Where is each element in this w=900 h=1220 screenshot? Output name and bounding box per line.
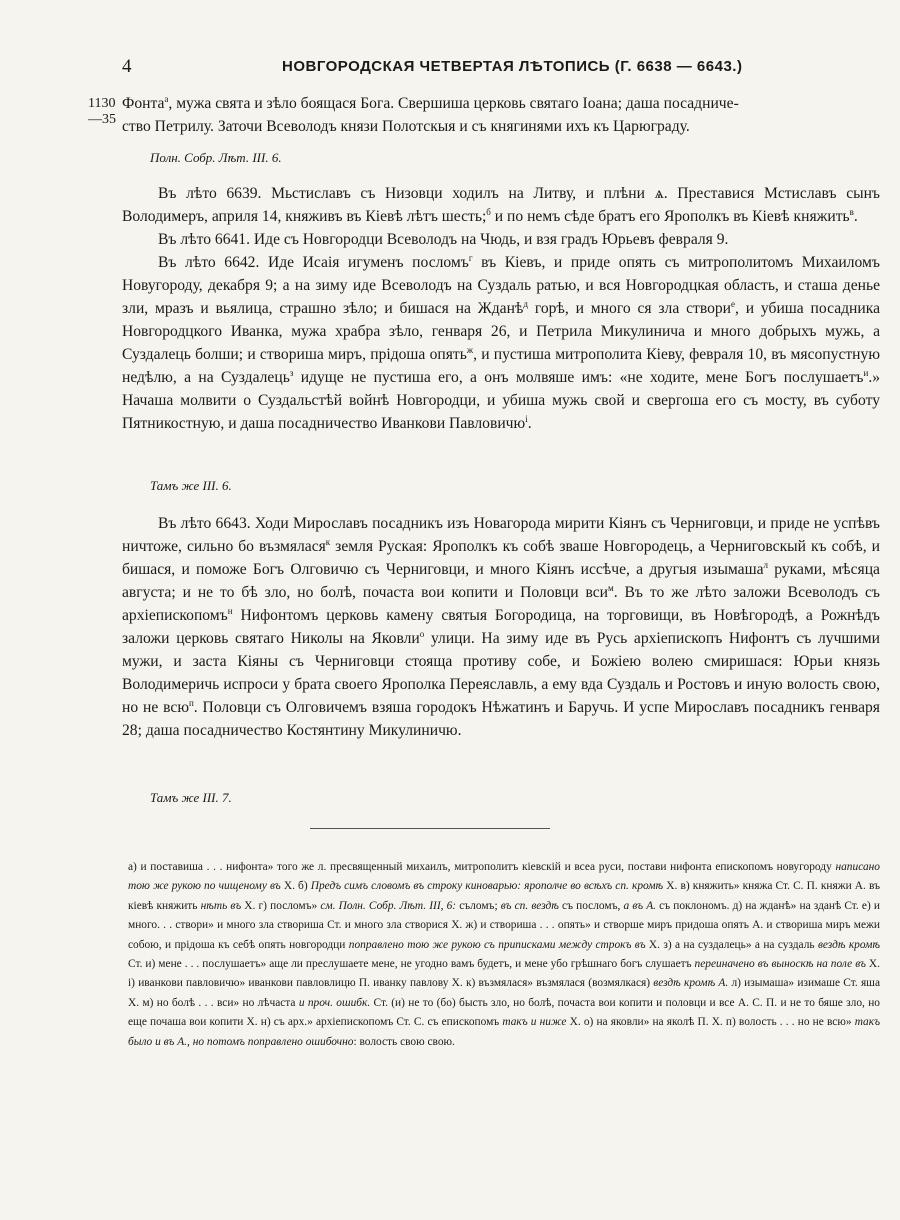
paragraph-text: Въ лѣто 6642. Иде Исаія игуменъ посломъ$^г$ въ Кіевъ, и приде опять съ митрополитомъ Михаиломъ Новугороду, декабря 9; а на зиму иде Всеволодъ на Суздаль ратью, и вся Новгородцкая область, и сташа денье зли, мразъ и вьялица, страшно зѣло; и бишася на Жданѣ$^д$ горѣ, и много ся зла створи$^е$, и убиша посадника Новгородцкого Иванка, мужа храбра зѣло, генваря 26, и Петрила Микулинича и много добрыхъ мужь, а Суздалець болши; и створиша миръ, прідоша опять$^ж$, и пустиша митрополита Кіеву, февраля 10, въ мясопустную недѣлю, а на Суздалець$^з$ идуще не пустиша его, а онъ молвяше имъ: «не ходите, мене Богъ послушаетъ$^и$.» Начаша молвити о Суздальстѣй войнѣ Новгородци, и убиша мужь свой и свергоша его съ мосту, въ суботу Пятникостную, и даша посадничество Иванкови Павловичю$^і$.: [122, 252, 881, 432]
footnotes: [128, 858, 880, 1052]
margin-year-range: —35: [88, 112, 116, 127]
paragraph-6639: [122, 182, 880, 435]
paragraph-6643: [122, 512, 880, 742]
paragraph-text: Въ лѣто 6639. Мьстиславъ съ Низовци ходилъ на Литву, и плѣни ѧ. Преставися Мстиславъ сынъ Володимеръ, априля 14, княживъ въ Кіевѣ лѣтъ шесть;$^б$ и по немъ сѣде братъ его Ярополкъ въ Кіевѣ княжить$^в$.: [122, 185, 880, 225]
source-reference: Тамъ же III. 7.: [150, 790, 232, 805]
margin-year-start: 1130: [88, 96, 116, 111]
page-number: 4: [122, 56, 132, 77]
paragraph-1130: [122, 92, 880, 138]
source-reference: Тамъ же III. 6.: [150, 478, 232, 493]
paragraph-text: Въ лѣто 6641. Иде съ Новгородци Всеволодъ на Чюдь, и взя градъ Юрьевъ февраля 9.: [158, 231, 729, 248]
running-title: НОВГОРОДСКАЯ ЧЕТВЕРТАЯ ЛѢТОПИСЬ (Г. 6638 — 6643.): [282, 58, 743, 75]
paragraph-line: Фонта$^а$, мужа свята и зѣло боящася Бога. Свершиша церковь святаго Іоана; даша посадниче-: [122, 93, 739, 112]
page-header: [90, 54, 790, 84]
footnotes-text: а) и поставиша . . . нифонта» того же л. пресвященный михаилъ, митрополитъ кіевскій и всеа руси, постави нифонта епископомъ новугороду написано тою же рукою по чищеному въ Х. б) Предъ симъ словомъ въ строку киноварью: ярополче во всѣхъ сп. кромѣ Х. в) княжить» княжа Ст. С. П. княжи А. въ кіевѣ княжить нѣть въ Х. г) посломъ» см. Полн. Собр. Лѣт. III, 6: съломъ; въ сп. вездѣ съ посломъ, а въ А. съ поклономъ. д) на жданѣ» на зданѣ Ст. е) и много. . . створи» и много зла створиша Ст. и много зла створися Х. ж) и створиша . . . опять» и створше миръ придоша опять А. и створиша миръ межи собою, и прідоша къ себѣ опять новгородци поправлено тою же рукою съ приписками между строкъ въ Х. з) а на суздалець» а на суздаль вездѣ кромѣ Ст. и) мене . . . послушаетъ» аще ли преслушаете мене, не угодно вамъ будетъ, и мене убо грѣшнаго богъ слушаетъ переиначено въ выноскѣ на поле въ Х. і) иванкови павловичю» иванкови павловлицю П. иванку павлову Х. к) възмялася» възмялася (возмялкася) вездѣ кромѣ А. л) изымаша» изимаше Ст. яша Х. м) но болѣ . . . вси» но лѣчаста и проч. ошибк. Ст. (и) не то (бо) бысть зло, но болѣ, почаста вои копити и половци и все А. С. П. и не то бяше зло, но еще почаша вои копити Х. н) съ арх.» архіепископомъ Ст. С. съ епископомъ такъ и ниже Х. о) на яковли» на яколѣ П. Х. п) волость . . . но не всю» такъ было и въ А., но потомъ поправлено ошибочно: волость свою свою.: [128, 861, 881, 1048]
paragraph-text: Въ лѣто 6643. Ходи Мирославъ посадникъ изъ Новагорода мирити Кіянъ съ Черниговци, и приде не успѣвъ ничтоже, сильно бо възмялася$^к$ земля Руская: Ярополкъ къ собѣ зваше Новгородець, а Черниговскый къ собѣ, и бишася, и поможе Богъ Олговичю съ Черниговци, и много Кіянъ иссѣче, а другыя изымаша$^л$ руками, мѣсяца августа; и не то бѣ зло, но болѣ, почаста вои копити и Половци вси$^м$. Въ то же лѣто заложи Всеволодъ съ архіепископомъ$^н$ Нифонтомъ церковь камену святыя Богородица, на торговищи, въ Новѣгородѣ, а Рожнѣдъ заложи церковь святаго Николы на Яковли$^о$ улици. На зиму иде въ Русь архіепископъ Нифонтъ съ лучшими мужи, и заста Кіяны съ Черниговци стояща противу собе, и Божіею волею смиришася: Юрьи князь Володимеричь испроси у брата своего Ярополка Переяславль, а ему вда Суздаль и Ростовъ и иную волость свою, но не всю$^п$. Половци съ Олговичемъ взяша городокъ Нѣжатинъ и Баручь. И успе Мирославъ посадникъ генваря 28; даша посадничество Костянтину Микулиничю.: [122, 515, 880, 739]
source-reference: Полн. Собр. Лѣт. III. 6.: [150, 150, 282, 165]
paragraph-line: ство Петрилу. Заточи Всеволодъ князи Полотскыя и съ княгинями ихъ къ Царюграду.: [122, 118, 690, 135]
footnote-divider: [310, 828, 550, 829]
